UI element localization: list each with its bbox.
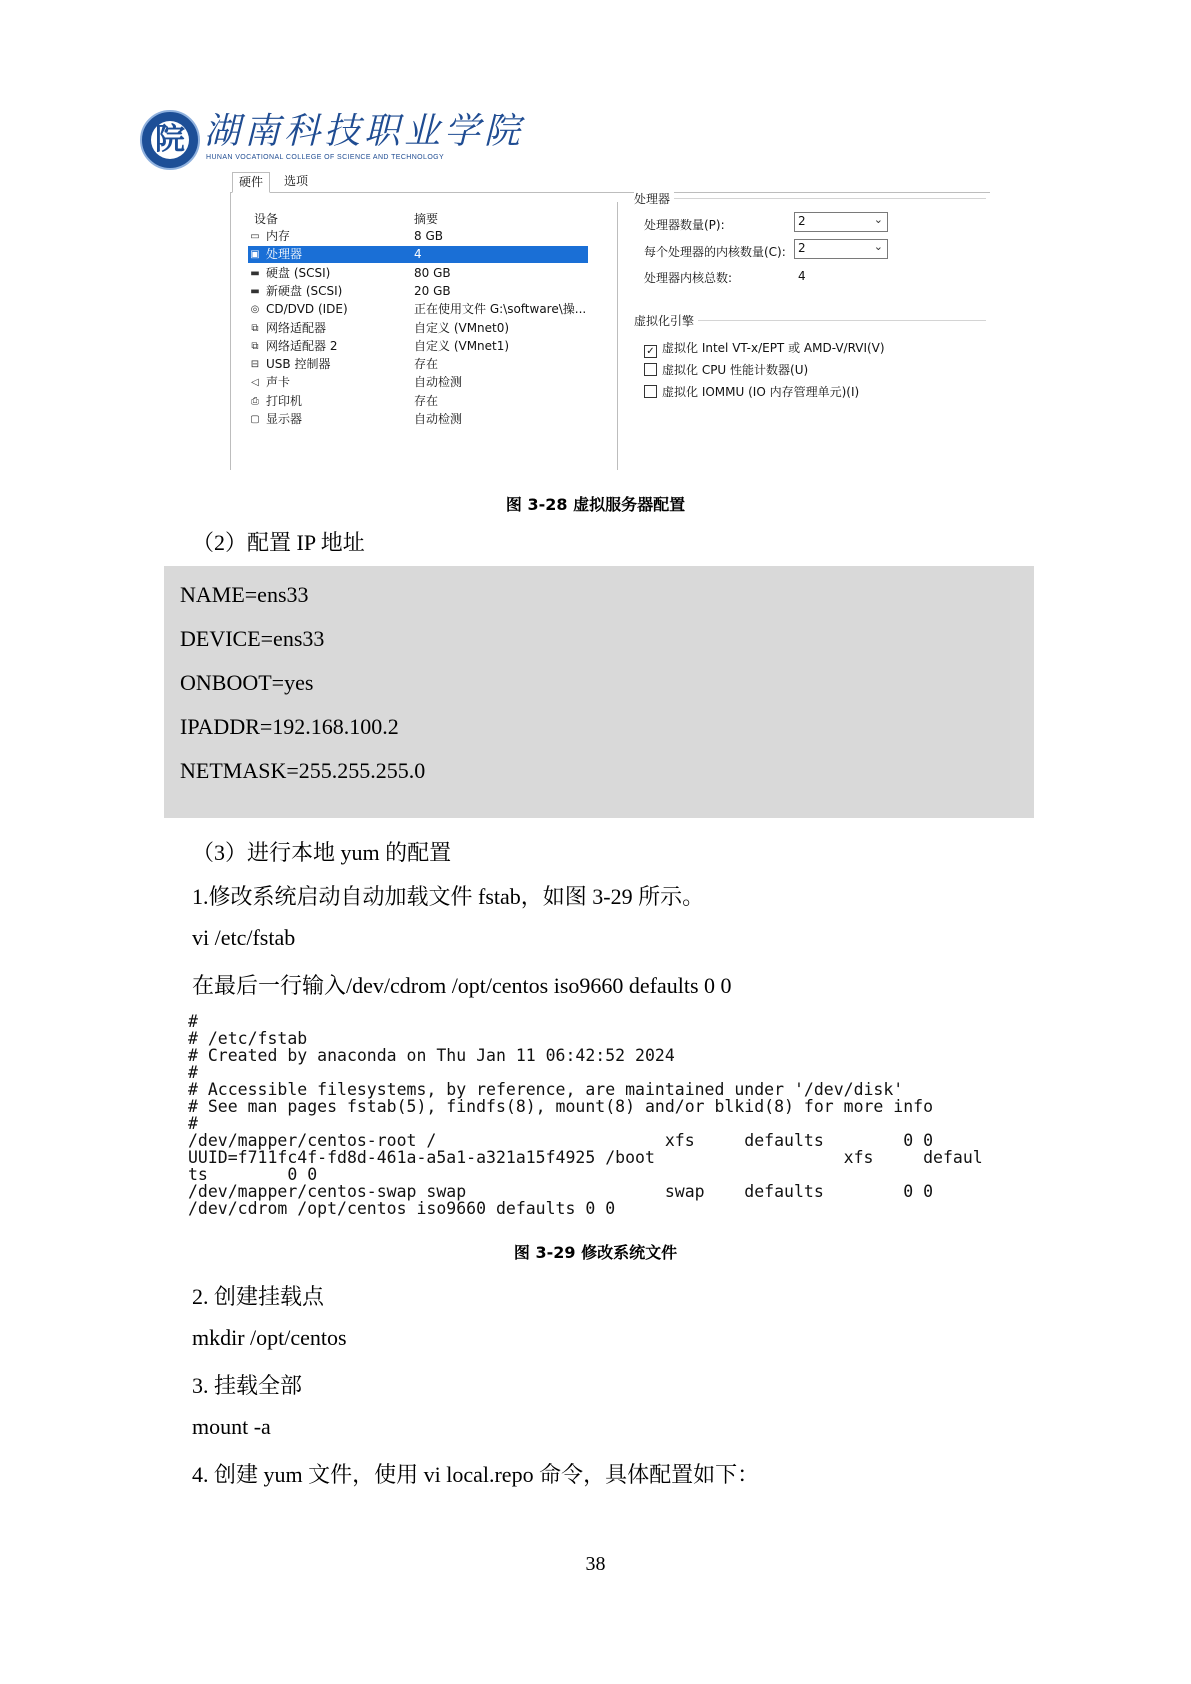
fstab-line: # See man pages fstab(5), findfs(8), mount(8) and/or blkid(8) for more info [188, 1097, 934, 1116]
total-cores-value: 4 [798, 269, 806, 283]
device-name: 声卡 [266, 375, 291, 390]
virtualization-option-label: 虚拟化 IOMMU (IO 内存管理单元)(I) [662, 385, 860, 399]
device-row[interactable] [248, 265, 588, 282]
cd-dvd-icon: ◎ [250, 304, 260, 316]
vm-tab-bar [230, 170, 990, 193]
step-3-heading: （3）进行本地 yum 的配置 [192, 840, 452, 865]
checkbox-empty-icon [644, 363, 657, 376]
figure-caption-3-28: 图 3-28 虚拟服务器配置 [505, 495, 686, 514]
device-row[interactable] [248, 320, 588, 337]
fstab-line: # [188, 1114, 198, 1133]
fstab-line: # Accessible filesystems, by reference, are maintained under '/dev/disk' [188, 1080, 904, 1099]
command-mkdir: mkdir /opt/centos [192, 1325, 347, 1350]
school-logo [140, 110, 525, 174]
fstab-listing [188, 1013, 1048, 1223]
device-name: 网络适配器 [266, 320, 327, 335]
hard-disk-icon: ▬ [250, 267, 260, 279]
school-name-en: HUNAN VOCATIONAL COLLEGE OF SCIENCE AND TECHNOLOGY [206, 154, 445, 161]
device-summary: 20 GB [414, 283, 451, 298]
sound-card-icon: ◁ [251, 377, 259, 389]
checkbox-empty-icon [644, 385, 657, 398]
ip-config-line: NETMASK=255.255.255.0 [180, 758, 426, 783]
figure-caption-3-29: 图 3-29 修改系统文件 [513, 1243, 678, 1262]
device-summary: 存在 [414, 393, 439, 408]
school-seal-icon: 院 [140, 110, 200, 170]
vm-settings-screenshot [230, 170, 990, 470]
device-summary: 自定义 (VMnet0) [414, 320, 510, 335]
device-row[interactable] [248, 393, 588, 410]
display-icon: ▢ [250, 414, 260, 425]
fstab-line: ts 0 0 [188, 1165, 318, 1184]
step-3-instruction: 在最后一行输入/dev/cdrom /opt/centos iso9660 defaults 0 0 [192, 973, 732, 998]
network-adapter-icon: ⧉ [251, 340, 259, 352]
ip-config-line: NAME=ens33 [180, 582, 309, 607]
fstab-line: /dev/mapper/centos-root / xfs defaults 0 0 [188, 1131, 934, 1150]
ip-config-line: DEVICE=ens33 [180, 626, 325, 651]
device-name: 新硬盘 (SCSI) [266, 283, 343, 298]
device-summary: 4 [414, 247, 422, 262]
printer-icon: ⎙ [251, 395, 259, 407]
fstab-line: UUID=f711fc4f-fd8d-461a-a5a1-a321a15f4925 /boot xfs defaul [188, 1148, 983, 1167]
device-row[interactable] [248, 356, 588, 373]
device-name: 网络适配器 2 [266, 338, 338, 353]
page-number: 38 [585, 1553, 606, 1575]
device-name: 内存 [266, 229, 291, 243]
device-row[interactable] [248, 228, 588, 245]
processor-group-title: 处理器 [634, 190, 674, 207]
tab-options[interactable]: 选项 [284, 174, 309, 188]
device-column-header: 设备 [254, 212, 279, 226]
device-name: 显示器 [266, 412, 303, 426]
usb-controller-icon: ⊟ [250, 359, 260, 371]
hard-disk-icon: ▬ [250, 285, 260, 297]
ip-config-line: IPADDR=192.168.100.2 [180, 714, 399, 739]
cores-per-processor-label: 每个处理器的内核数量(C): [644, 245, 786, 259]
step-mount-all: 3. 挂载全部 [192, 1373, 303, 1398]
virtualization-checkbox[interactable] [644, 339, 885, 358]
fstab-line: # [188, 1063, 198, 1082]
virtualization-option-label: 虚拟化 CPU 性能计数器(U) [662, 363, 809, 377]
device-row[interactable] [248, 374, 588, 391]
device-name: 处理器 [266, 247, 303, 262]
processor-group [634, 192, 986, 289]
ip-config-line: ONBOOT=yes [180, 670, 314, 695]
device-summary: 自定义 (VMnet1) [414, 338, 510, 353]
device-name: USB 控制器 [266, 357, 331, 372]
cores-per-processor-select[interactable]: 2 ⌄ [794, 239, 888, 259]
virtualization-group [634, 314, 986, 411]
virtualization-group-title: 虚拟化引擎 [634, 312, 698, 329]
device-row[interactable] [248, 411, 588, 428]
step-3-command-vi: vi /etc/fstab [192, 925, 296, 950]
device-summary: 正在使用文件 G:\software\操... [414, 302, 587, 317]
panel-divider [617, 202, 618, 470]
virtualization-checkbox[interactable] [644, 361, 808, 378]
device-summary: 存在 [414, 357, 439, 372]
tab-hardware[interactable]: 硬件 [232, 172, 270, 193]
device-summary: 自动检测 [414, 412, 463, 426]
ip-config-block [164, 566, 1034, 818]
device-row[interactable] [248, 338, 588, 355]
summary-column-header: 摘要 [414, 212, 439, 226]
device-row[interactable] [248, 283, 588, 300]
command-mount: mount -a [192, 1414, 271, 1439]
chevron-down-icon: ⌄ [873, 213, 883, 226]
memory-icon: ▭ [250, 231, 260, 242]
device-name: CD/DVD (IDE) [266, 302, 348, 317]
device-name: 硬盘 (SCSI) [266, 265, 331, 280]
fstab-line: /dev/cdrom /opt/centos iso9660 defaults 0 0 [188, 1199, 616, 1218]
fstab-line: /dev/mapper/centos-swap swap swap defaults 0 0 [188, 1182, 934, 1201]
device-row[interactable] [248, 246, 588, 263]
device-summary: 8 GB [414, 229, 443, 243]
chevron-down-icon: ⌄ [873, 240, 883, 253]
fstab-line: # /etc/fstab [188, 1029, 308, 1048]
virtualization-checkbox[interactable] [644, 383, 859, 400]
device-name: 打印机 [266, 393, 303, 408]
virtualization-option-label: 虚拟化 Intel VT-x/EPT 或 AMD-V/RVI(V) [662, 341, 885, 355]
checkbox-checked-icon: ✓ [644, 345, 657, 358]
panel-border [230, 192, 231, 470]
processor-count-label: 处理器数量(P): [644, 218, 725, 232]
device-row[interactable] [248, 301, 588, 318]
total-cores-label: 处理器内核总数: [644, 271, 733, 285]
fstab-line: # Created by anaconda on Thu Jan 11 06:42:52 2024 [188, 1046, 675, 1065]
step-3-substep-1: 1.修改系统启动自动加载文件 fstab，如图 3-29 所示。 [192, 884, 705, 909]
step-2-heading: （2）配置 IP 地址 [192, 530, 365, 555]
processor-icon: ▣ [250, 249, 260, 261]
device-summary: 80 GB [414, 265, 451, 280]
school-name-cn: 湖南科技职业学院 [204, 111, 525, 152]
network-adapter-icon: ⧉ [251, 322, 259, 334]
step-create-mount-point: 2. 创建挂载点 [192, 1284, 325, 1309]
processor-count-select[interactable]: 2 ⌄ [794, 212, 888, 232]
device-summary: 自动检测 [414, 375, 463, 390]
fstab-line: # [188, 1013, 198, 1031]
step-create-yum-file: 4. 创建 yum 文件，使用 vi local.repo 命令，具体配置如下： [192, 1462, 760, 1487]
